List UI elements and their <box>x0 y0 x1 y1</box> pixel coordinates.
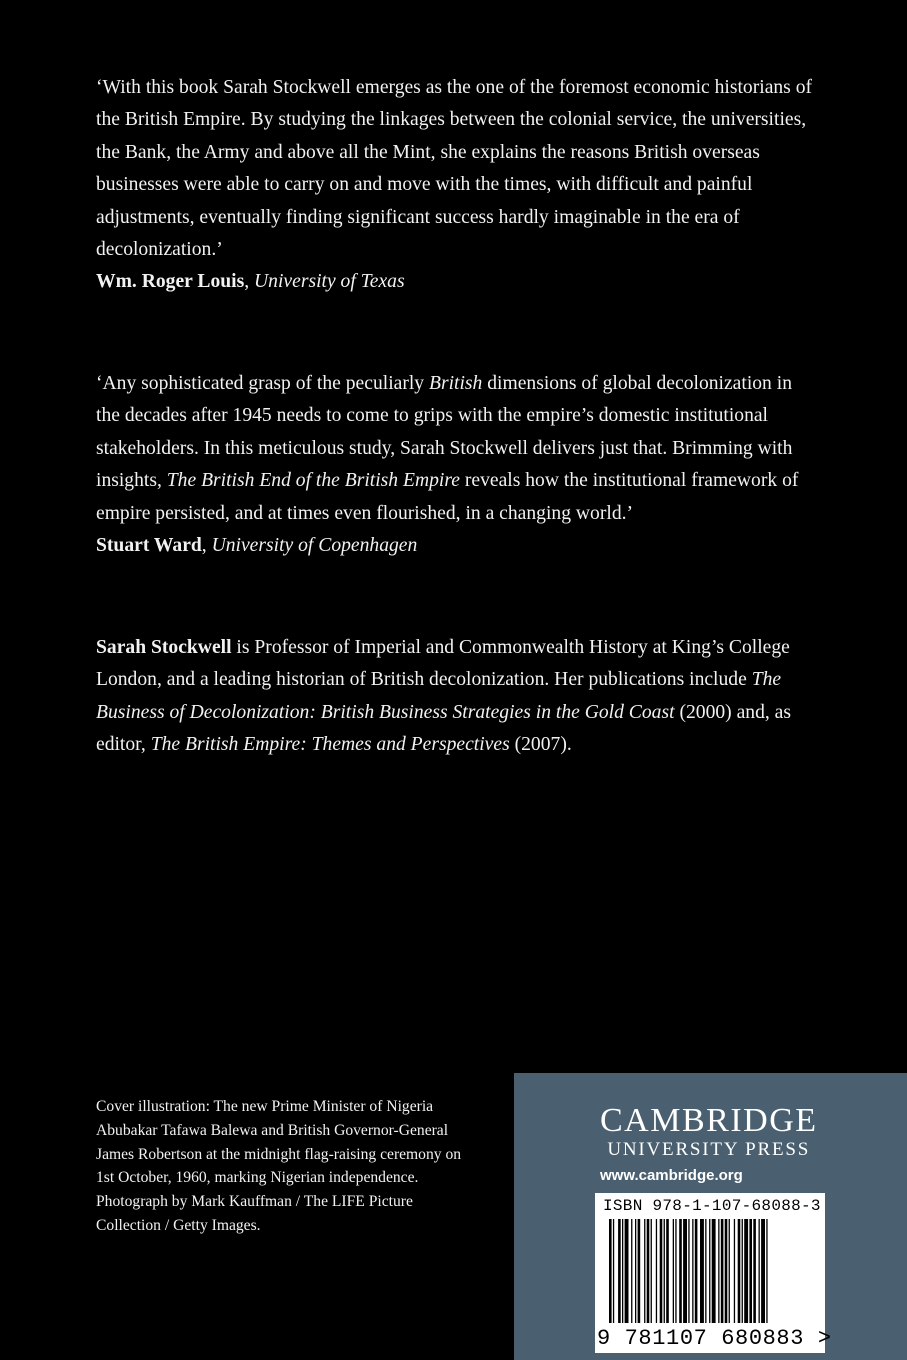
publisher-name: CAMBRIDGE <box>600 1102 818 1139</box>
barcode-icon <box>609 1219 813 1323</box>
review-quote-1 <box>96 72 816 299</box>
cover-illustration-caption: Cover illustration: The new Prime Minister of Nigeria Abubakar Tafawa Balewa and British Governor-General James Robertson at the midnight flag-raising ceremony on 1st October, 1960, marking Nigerian independence. Photograph by Mark Kauffman / The LIFE Picture Collection / Getty Images. <box>96 1098 462 1234</box>
barcode-digits: 9 781107 680883 > <box>597 1326 832 1351</box>
quote-2-author: Stuart Ward <box>96 535 202 557</box>
bio-part-2: (2000) and, as editor, <box>96 701 791 756</box>
author-bio <box>96 632 816 762</box>
publisher-press: UNIVERSITY PRESS <box>607 1139 811 1160</box>
publisher-url: www.cambridge.org <box>600 1167 743 1184</box>
quote-2-part-3: reveals how the institutional framework of empire persisted, and at times even flourished, in a changing world.’ <box>96 470 799 524</box>
barcode-label <box>595 1193 832 1353</box>
isbn-number: ISBN 978-1-107-68088-3 <box>603 1197 821 1215</box>
bio-author-name: Sarah Stockwell <box>96 637 232 658</box>
quote-2-part-1: ‘Any sophisticated grasp of the peculiarly <box>96 373 429 394</box>
quote-1-author: Wm. Roger Louis <box>96 271 245 293</box>
quote-2-italic-1: British <box>429 373 483 394</box>
review-quote-2 <box>96 368 816 562</box>
quote-1-affiliation: University of Texas <box>254 271 405 293</box>
quote-2-affiliation: University of Copenhagen <box>211 535 418 557</box>
publisher-panel <box>514 1073 907 1360</box>
quote-1-attribution: Wm. Roger Louis, University of Texas <box>96 271 405 293</box>
quote-2-book-title: The British End of the British Empire <box>166 470 460 492</box>
publisher-logo <box>600 1103 818 1161</box>
bio-book-2: The British Empire: Themes and Perspectives <box>150 734 510 756</box>
bio-part-1: is Professor of Imperial and Commonwealth History at King’s College London, and a leading historian of British decolonization. Her publications include <box>96 637 790 691</box>
bio-book-1: The Business of Decolonization: British Business Strategies in the Gold Coast <box>96 669 782 723</box>
quote-2-attribution: Stuart Ward, University of Copenhagen <box>96 535 418 557</box>
bio-part-3: (2007). <box>509 734 572 756</box>
quote-2-part-2: dimensions of global decolonization in the decades after 1945 needs to come to grips with the empire’s domestic institutional stakeholders. In this meticulous study, Sarah Stockwell delivers just that. Brimming with insights, <box>96 373 793 492</box>
quote-2-text <box>96 368 816 530</box>
quote-1-text: ‘With this book Sarah Stockwell emerges as the one of the foremost economic historians of the British Empire. By studying the linkages between the colonial service, the universities, the Bank, the Army and above all the Mint, she explains the reasons British overseas businesses were able to carry on and move with the times, with difficult and painful adjustments, eventually finding significant success hardly imaginable in the era of decolonization.’ <box>96 77 813 261</box>
